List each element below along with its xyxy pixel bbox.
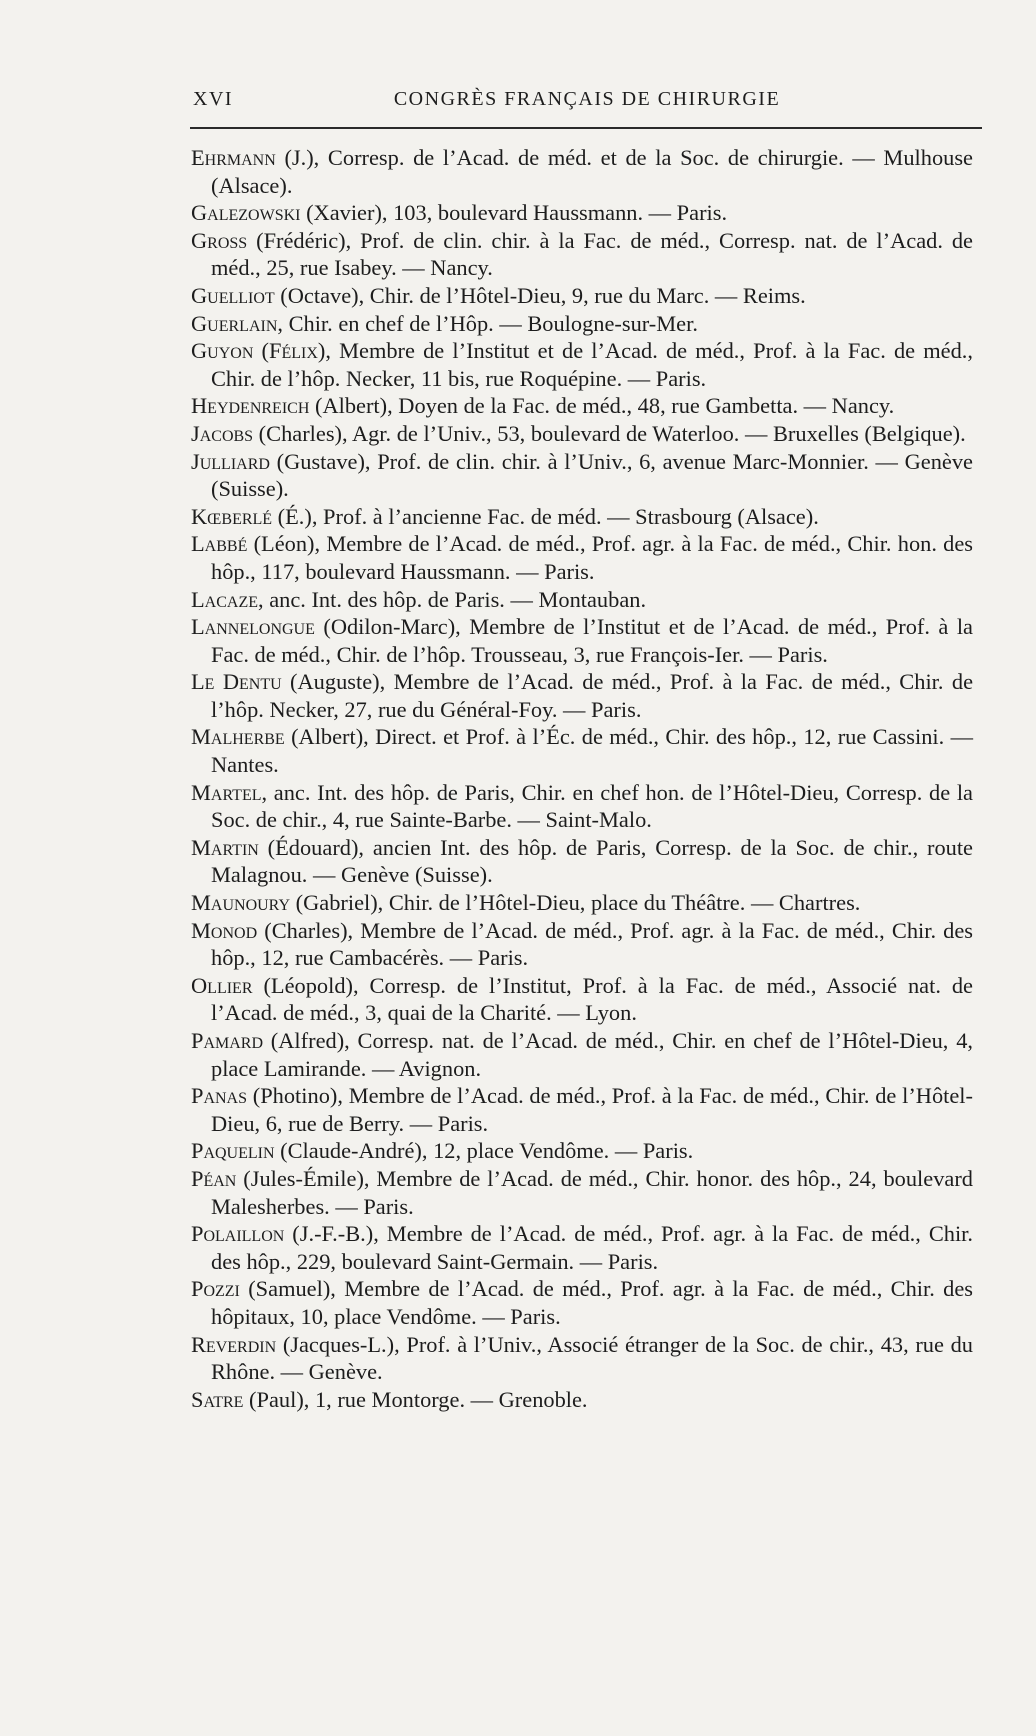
list-item <box>191 503 973 531</box>
list-item <box>191 668 973 723</box>
list-item <box>191 392 973 420</box>
member-name: Martel <box>191 779 262 805</box>
list-item <box>191 1137 973 1165</box>
member-name: Pamard <box>191 1028 264 1053</box>
member-list <box>191 144 973 1413</box>
member-name: Gross <box>191 227 248 253</box>
member-details: (Photino), Membre de l’Acad. de méd., Prof. à la Fac. de méd., Chir. de l’Hôtel-Dieu, 6, rue de Berry. — Paris. <box>211 1083 973 1136</box>
member-name: Lannelongue <box>191 614 315 640</box>
member-name: Jacobs <box>191 420 254 446</box>
member-details: (Léopold), Corresp. de l’Institut, Prof. à la Fac. de méd., Associé nat. de l’Acad. de méd., 3, quai de la Charité. — Lyon. <box>211 972 973 1026</box>
member-details: (Xavier), 103, boulevard Haussmann. — Paris. <box>300 200 728 226</box>
member-name: Reverdin <box>191 1331 277 1357</box>
member-details: , anc. Int. des hôp. de Paris, Chir. en chef hon. de l’Hôtel-Dieu, Corresp. de la Soc. de chir., 4, rue Sainte-Barbe. — Saint-Malo. <box>211 779 973 833</box>
list-item <box>191 530 973 585</box>
member-name: Ollier <box>191 972 253 998</box>
member-details: (Édouard), ancien Int. des hôp. de Paris, Corresp. de la Soc. de chir., route Malagnou. — Genève (Suisse). <box>211 834 973 888</box>
list-item <box>191 889 973 917</box>
member-name: Malherbe <box>191 724 285 750</box>
member-name: Martin <box>191 834 259 860</box>
member-name: Péan <box>191 1165 237 1191</box>
member-details: (Charles), Agr. de l’Univ., 53, boulevard de Waterloo. — Bruxelles (Belgique). <box>253 420 966 446</box>
page-header <box>193 88 981 118</box>
member-name: Labbé <box>191 531 248 557</box>
list-item <box>191 1220 973 1275</box>
member-details: (Jules-Émile), Membre de l’Acad. de méd., Chir. honor. des hôp., 24, boulevard Malesherbes. — Paris. <box>211 1165 973 1219</box>
member-name: Panas <box>191 1083 248 1109</box>
list-item <box>191 1331 973 1386</box>
member-name: Satre <box>191 1386 244 1412</box>
list-item <box>191 1027 973 1082</box>
member-name: Le Dentu <box>191 669 282 695</box>
member-name: Monod <box>191 917 258 943</box>
list-item <box>191 1275 973 1330</box>
list-item <box>191 337 973 392</box>
running-title: CONGRÈS FRANÇAIS DE CHIRURGIE <box>393 88 781 110</box>
member-name: Guyon (Félix) <box>191 338 326 364</box>
member-name: Guerlain <box>191 310 278 336</box>
member-details: (Odilon-Marc), Membre de l’Institut et de l’Acad. de méd., Prof. à la Fac. de méd., Chir. de l’hôp. Trousseau, 3, rue François-Ier. — Paris. <box>211 614 973 667</box>
member-details: (Samuel), Membre de l’Acad. de méd., Prof. agr. à la Fac. de méd., Chir. des hôpitaux, 10, place Vendôme. — Paris. <box>211 1276 973 1329</box>
member-details: , anc. Int. des hôp. de Paris. — Montauban. <box>258 586 647 612</box>
member-name: Ehrmann <box>191 145 276 170</box>
page-number: XVI <box>193 88 234 110</box>
member-name: Pozzi <box>191 1276 240 1302</box>
list-item <box>191 917 973 972</box>
list-item <box>191 282 973 310</box>
list-item <box>191 1082 973 1137</box>
member-details: (Charles), Membre de l’Acad. de méd., Prof. agr. à la Fac. de méd., Chir. des hôp., 12, rue Cambacérès. — Paris. <box>211 917 973 971</box>
list-item <box>191 227 973 282</box>
member-details: (Jacques-L.), Prof. à l’Univ., Associé étranger de la Soc. de chir., 43, rue du Rhône. — Genève. <box>211 1331 973 1385</box>
member-name: Polaillon <box>191 1221 285 1247</box>
member-details: (Claude-André), 12, place Vendôme. — Paris. <box>274 1138 694 1164</box>
member-details: (J.), Corresp. de l’Acad. de méd. et de la Soc. de chirurgie. — Mulhouse (Alsace). <box>211 145 973 198</box>
member-details: , Chir. en chef de l’Hôp. — Boulogne-sur-Mer. <box>277 310 698 336</box>
member-details: (Gabriel), Chir. de l’Hôtel-Dieu, place du Théâtre. — Chartres. <box>290 890 861 916</box>
member-details: (Frédéric), Prof. de clin. chir. à la Fac. de méd., Corresp. nat. de l’Acad. de méd., 25, rue Isabey. — Nancy. <box>211 227 973 281</box>
member-details: (Octave), Chir. de l’Hôtel-Dieu, 9, rue du Marc. — Reims. <box>274 282 806 308</box>
list-item <box>191 834 973 889</box>
member-name: Guelliot <box>191 282 275 308</box>
list-item <box>191 448 973 503</box>
member-details: (Gustave), Prof. de clin. chir. à l’Univ., 6, avenue Marc-Monnier. — Genève (Suisse). <box>211 448 973 502</box>
member-details: (Auguste), Membre de l’Acad. de méd., Prof. à la Fac. de méd., Chir. de l’hôp. Necker, 27, rue du Général-Foy. — Paris. <box>211 669 974 722</box>
list-item <box>191 1165 973 1220</box>
list-item <box>191 613 973 668</box>
member-details: (Paul), 1, rue Montorge. — Grenoble. <box>243 1386 588 1412</box>
member-name: Galezowski <box>191 200 301 226</box>
member-name: Paquelin <box>191 1138 275 1164</box>
list-item <box>191 420 973 448</box>
member-name: Maunoury <box>191 890 291 916</box>
member-details: (J.-F.-B.), Membre de l’Acad. de méd., Prof. agr. à la Fac. de méd., Chir. des hôp., 229, boulevard Saint-Germain. — Paris. <box>211 1221 973 1274</box>
member-name: Heydenreich <box>191 393 310 419</box>
member-name: Kœberlé <box>191 503 273 529</box>
list-item <box>191 144 973 199</box>
member-details: , Membre de l’Institut et de l’Acad. de méd., Prof. à la Fac. de méd., Chir. de l’hôp. Necker, 11 bis, rue Roquépine. — Paris. <box>211 338 973 391</box>
list-item <box>191 779 973 834</box>
member-details: (Albert), Doyen de la Fac. de méd., 48, rue Gambetta. — Nancy. <box>309 393 895 419</box>
list-item <box>191 1386 973 1414</box>
member-details: (Albert), Direct. et Prof. à l’Éc. de méd., Chir. des hôp., 12, rue Cassini. — Nantes. <box>211 724 973 778</box>
list-item <box>191 199 973 227</box>
member-name: Julliard <box>191 448 270 474</box>
list-item <box>191 586 973 614</box>
member-details: (Léon), Membre de l’Acad. de méd., Prof. agr. à la Fac. de méd., Chir. hon. des hôp., 117, boulevard Haussmann. — Paris. <box>211 531 973 584</box>
member-details: (Alfred), Corresp. nat. de l’Acad. de méd., Chir. en chef de l’Hôtel-Dieu, 4, place Lamirande. — Avignon. <box>211 1028 973 1081</box>
member-name: Lacaze <box>191 586 259 612</box>
member-details: (É.), Prof. à l’ancienne Fac. de méd. — Strasbourg (Alsace). <box>272 503 819 529</box>
list-item <box>191 723 973 778</box>
header-rule <box>190 127 982 129</box>
list-item <box>191 310 973 338</box>
list-item <box>191 972 973 1027</box>
